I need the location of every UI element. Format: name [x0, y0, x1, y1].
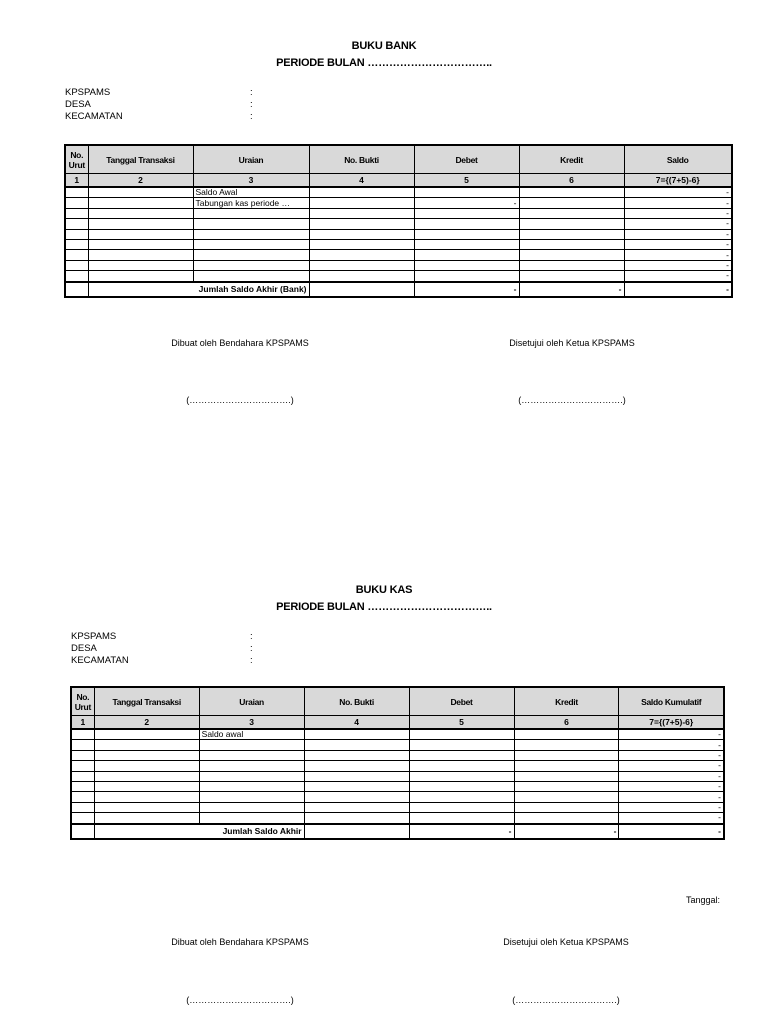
- no-urut-cell: [71, 740, 94, 750]
- tanggal-cell: [88, 260, 193, 270]
- total-debet: -: [409, 824, 514, 839]
- kas-date-label: Tanggal:: [685, 895, 720, 905]
- no-bukti-cell: [304, 802, 409, 812]
- debet-cell: [414, 187, 519, 198]
- kredit-cell: [514, 771, 619, 781]
- no-urut-cell: [71, 802, 94, 812]
- no-urut-cell: [71, 813, 94, 824]
- debet-cell: [414, 208, 519, 218]
- table-row: [65, 250, 732, 260]
- no-bukti-cell: [309, 198, 414, 208]
- total-label: Jumlah Saldo Akhir (Bank): [88, 282, 309, 297]
- number-cell: 4: [309, 174, 414, 188]
- no-bukti-cell: [309, 260, 414, 270]
- kas-info-row: [71, 643, 371, 655]
- no-bukti-cell: [309, 239, 414, 249]
- info-colon: :: [250, 631, 253, 642]
- header-cell: Saldo: [624, 145, 732, 174]
- info-label: KECAMATAN: [65, 111, 123, 122]
- number-cell: 1: [65, 174, 88, 188]
- info-label: DESA: [71, 643, 97, 654]
- table-total-row: [65, 282, 732, 297]
- saldo-cell: -: [624, 208, 732, 218]
- info-colon: :: [250, 87, 253, 98]
- debet-cell: [414, 271, 519, 282]
- info-colon: :: [250, 643, 253, 654]
- debet-cell: [409, 761, 514, 771]
- table-row: [65, 198, 732, 208]
- saldo-cell: -: [619, 813, 724, 824]
- kas-info-row: [71, 631, 371, 643]
- table-number-row: [65, 174, 732, 188]
- tanggal-cell: [88, 198, 193, 208]
- no-urut-cell: [71, 761, 94, 771]
- no-bukti-cell: [304, 771, 409, 781]
- saldo-cell: -: [624, 219, 732, 229]
- no-urut-cell: [65, 229, 88, 239]
- bank-sign-left: (…………………………….): [186, 395, 294, 405]
- bank-info-block: [65, 87, 365, 123]
- table-header-row: [65, 145, 732, 174]
- saldo-cell: -: [619, 761, 724, 771]
- kredit-cell: [514, 813, 619, 824]
- debet-cell: [414, 219, 519, 229]
- number-cell: 2: [94, 716, 199, 730]
- info-colon: :: [250, 111, 253, 122]
- table-row: [65, 229, 732, 239]
- tanggal-cell: [94, 792, 199, 802]
- uraian-cell: [193, 229, 309, 239]
- kredit-cell: [519, 208, 624, 218]
- uraian-cell: Saldo Awal: [193, 187, 309, 198]
- table-number-row: [71, 716, 724, 730]
- uraian-cell: [199, 781, 304, 791]
- empty-cell: [65, 282, 88, 297]
- number-cell: 3: [193, 174, 309, 188]
- number-cell: 6: [514, 716, 619, 730]
- saldo-cell: -: [619, 771, 724, 781]
- saldo-cell: -: [619, 740, 724, 750]
- uraian-cell: [193, 219, 309, 229]
- no-bukti-cell: [304, 813, 409, 824]
- uraian-cell: [193, 260, 309, 270]
- tanggal-cell: [94, 813, 199, 824]
- saldo-cell: -: [624, 229, 732, 239]
- table-row: [71, 781, 724, 791]
- kredit-cell: [519, 250, 624, 260]
- header-cell: Uraian: [199, 687, 304, 716]
- bank-info-row: [65, 87, 365, 99]
- saldo-cell: -: [624, 198, 732, 208]
- kas-period: PERIODE BULAN ……………………………..: [276, 601, 492, 613]
- table-row: [65, 219, 732, 229]
- tanggal-cell: [94, 761, 199, 771]
- tanggal-cell: [88, 271, 193, 282]
- bank-sign-right: (…………………………….): [518, 395, 626, 405]
- kredit-cell: [514, 761, 619, 771]
- header-cell: Tanggal Transaksi: [88, 145, 193, 174]
- number-cell: 5: [414, 174, 519, 188]
- no-urut-cell: [71, 750, 94, 760]
- kredit-cell: [519, 198, 624, 208]
- kredit-cell: [514, 750, 619, 760]
- header-cell: No. Urut: [71, 687, 94, 716]
- saldo-cell: -: [624, 250, 732, 260]
- debet-cell: [409, 792, 514, 802]
- uraian-cell: [199, 761, 304, 771]
- bank-info-row: [65, 111, 365, 123]
- no-bukti-cell: [304, 761, 409, 771]
- saldo-cell: -: [624, 271, 732, 282]
- kredit-cell: [514, 802, 619, 812]
- kas-info-row: [71, 655, 371, 667]
- table-row: [71, 813, 724, 824]
- no-urut-cell: [65, 198, 88, 208]
- saldo-cell: -: [619, 750, 724, 760]
- uraian-cell: [199, 792, 304, 802]
- number-cell: 4: [304, 716, 409, 730]
- debet-cell: -: [414, 198, 519, 208]
- bank-ledger-table: [64, 144, 733, 298]
- table-row: [65, 208, 732, 218]
- header-cell: Tanggal Transaksi: [94, 687, 199, 716]
- tanggal-cell: [94, 740, 199, 750]
- uraian-cell: [199, 740, 304, 750]
- table-row: [71, 740, 724, 750]
- debet-cell: [409, 771, 514, 781]
- tanggal-cell: [88, 208, 193, 218]
- kas-info-block: [71, 631, 371, 667]
- kredit-cell: [514, 792, 619, 802]
- tanggal-cell: [88, 219, 193, 229]
- total-kredit: -: [519, 282, 624, 297]
- uraian-cell: [193, 239, 309, 249]
- tanggal-cell: [94, 750, 199, 760]
- total-debet: -: [414, 282, 519, 297]
- saldo-cell: -: [624, 260, 732, 270]
- header-cell: No. Bukti: [304, 687, 409, 716]
- info-label: DESA: [65, 99, 91, 110]
- kas-title: BUKU KAS: [355, 584, 413, 596]
- no-urut-cell: [71, 781, 94, 791]
- uraian-cell: [199, 802, 304, 812]
- debet-cell: [409, 813, 514, 824]
- info-colon: :: [250, 655, 253, 666]
- header-cell: Debet: [414, 145, 519, 174]
- saldo-cell: -: [624, 239, 732, 249]
- number-cell: 1: [71, 716, 94, 730]
- debet-cell: [409, 781, 514, 791]
- info-label: KECAMATAN: [71, 655, 129, 666]
- bank-period: PERIODE BULAN ……………………………..: [276, 57, 492, 69]
- number-cell: 7={(7+5)-6}: [619, 716, 724, 730]
- saldo-cell: -: [624, 187, 732, 198]
- table-row: [71, 729, 724, 740]
- info-colon: :: [250, 99, 253, 110]
- saldo-cell: -: [619, 781, 724, 791]
- uraian-cell: [193, 250, 309, 260]
- uraian-cell: [199, 813, 304, 824]
- saldo-cell: -: [619, 802, 724, 812]
- tanggal-cell: [88, 229, 193, 239]
- kas-sign-left: (…………………………….): [186, 995, 294, 1005]
- kredit-cell: [514, 729, 619, 740]
- info-label: KPSPAMS: [71, 631, 117, 642]
- debet-cell: [409, 802, 514, 812]
- uraian-cell: Saldo awal: [199, 729, 304, 740]
- uraian-cell: [199, 771, 304, 781]
- uraian-cell: [193, 208, 309, 218]
- debet-cell: [414, 239, 519, 249]
- header-cell: Kredit: [519, 145, 624, 174]
- info-label: KPSPAMS: [65, 87, 111, 98]
- table-row: [71, 761, 724, 771]
- bank-approved-by: Disetujui oleh Ketua KPSPAMS: [509, 338, 635, 348]
- number-cell: 6: [519, 174, 624, 188]
- uraian-cell: [193, 271, 309, 282]
- uraian-cell: [199, 750, 304, 760]
- no-bukti-cell: [309, 208, 414, 218]
- kredit-cell: [519, 187, 624, 198]
- table-header-row: [71, 687, 724, 716]
- debet-cell: [409, 750, 514, 760]
- bank-info-row: [65, 99, 365, 111]
- kredit-cell: [519, 219, 624, 229]
- table-row: [65, 239, 732, 249]
- no-urut-cell: [65, 260, 88, 270]
- bank-title: BUKU BANK: [351, 40, 417, 52]
- no-bukti-cell: [309, 219, 414, 229]
- no-urut-cell: [65, 219, 88, 229]
- saldo-cell: -: [619, 792, 724, 802]
- no-bukti-cell: [309, 187, 414, 198]
- tanggal-cell: [88, 250, 193, 260]
- header-cell: Saldo Kumulatif: [619, 687, 724, 716]
- total-saldo: -: [619, 824, 724, 839]
- no-bukti-cell: [304, 781, 409, 791]
- kredit-cell: [514, 740, 619, 750]
- tanggal-cell: [88, 239, 193, 249]
- kredit-cell: [519, 229, 624, 239]
- debet-cell: [409, 740, 514, 750]
- kas-made-by: Dibuat oleh Bendahara KPSPAMS: [171, 937, 309, 947]
- kredit-cell: [519, 271, 624, 282]
- tanggal-cell: [94, 771, 199, 781]
- kas-ledger-table: [70, 686, 725, 840]
- header-cell: Uraian: [193, 145, 309, 174]
- no-bukti-cell: [309, 271, 414, 282]
- table-row: [71, 771, 724, 781]
- number-cell: 5: [409, 716, 514, 730]
- table-row: [65, 271, 732, 282]
- total-label: Jumlah Saldo Akhir: [94, 824, 304, 839]
- tanggal-cell: [94, 781, 199, 791]
- bank-made-by: Dibuat oleh Bendahara KPSPAMS: [171, 338, 309, 348]
- saldo-cell: -: [619, 729, 724, 740]
- table-row: [71, 792, 724, 802]
- kredit-cell: [519, 239, 624, 249]
- total-kredit: -: [514, 824, 619, 839]
- header-cell: No. Urut: [65, 145, 88, 174]
- header-cell: Kredit: [514, 687, 619, 716]
- no-bukti-cell: [304, 740, 409, 750]
- no-bukti-cell: [304, 729, 409, 740]
- debet-cell: [414, 250, 519, 260]
- empty-cell: [304, 824, 409, 839]
- kas-approved-by: Disetujui oleh Ketua KPSPAMS: [503, 937, 629, 947]
- no-urut-cell: [71, 792, 94, 802]
- kredit-cell: [514, 781, 619, 791]
- no-urut-cell: [65, 187, 88, 198]
- tanggal-cell: [88, 187, 193, 198]
- total-saldo: -: [624, 282, 732, 297]
- debet-cell: [409, 729, 514, 740]
- table-row: [71, 750, 724, 760]
- no-urut-cell: [71, 729, 94, 740]
- no-urut-cell: [65, 239, 88, 249]
- empty-cell: [309, 282, 414, 297]
- header-cell: No. Bukti: [309, 145, 414, 174]
- table-total-row: [71, 824, 724, 839]
- debet-cell: [414, 229, 519, 239]
- uraian-cell: Tabungan kas periode …: [193, 198, 309, 208]
- no-bukti-cell: [309, 250, 414, 260]
- tanggal-cell: [94, 729, 199, 740]
- kas-sign-right: (…………………………….): [512, 995, 620, 1005]
- table-row: [71, 802, 724, 812]
- tanggal-cell: [94, 802, 199, 812]
- no-bukti-cell: [304, 750, 409, 760]
- number-cell: 3: [199, 716, 304, 730]
- table-row: [65, 260, 732, 270]
- header-cell: Debet: [409, 687, 514, 716]
- kredit-cell: [519, 260, 624, 270]
- debet-cell: [414, 260, 519, 270]
- number-cell: 7={(7+5)-6}: [624, 174, 732, 188]
- table-row: [65, 187, 732, 198]
- no-urut-cell: [65, 250, 88, 260]
- no-bukti-cell: [309, 229, 414, 239]
- empty-cell: [71, 824, 94, 839]
- no-urut-cell: [65, 271, 88, 282]
- no-bukti-cell: [304, 792, 409, 802]
- number-cell: 2: [88, 174, 193, 188]
- no-urut-cell: [65, 208, 88, 218]
- no-urut-cell: [71, 771, 94, 781]
